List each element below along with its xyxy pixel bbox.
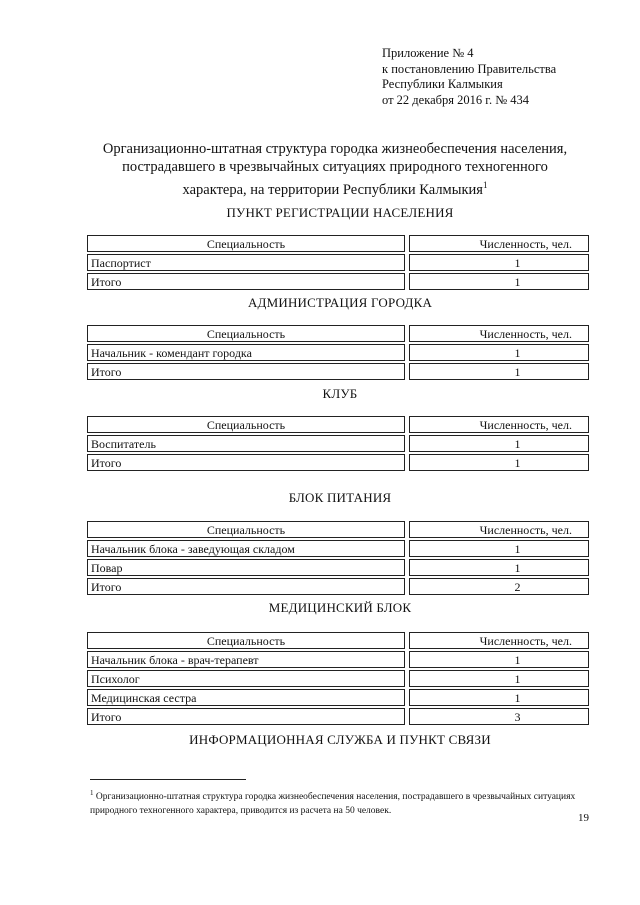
cell-specialty: Начальник блока - врач-терапевт <box>87 651 405 668</box>
cell-specialty: Итого <box>87 708 405 725</box>
cell-count: 1 <box>409 254 589 271</box>
section-title-administration: АДМИНИСТРАЦИЯ ГОРОДКА <box>247 295 433 310</box>
table-row <box>87 670 589 687</box>
table-row <box>87 689 589 706</box>
footnote <box>90 786 595 818</box>
table-header-row <box>87 325 589 342</box>
table-row-total <box>87 454 589 471</box>
table-medical-block <box>87 630 589 727</box>
table-header-row <box>87 632 589 649</box>
appendix-line-2: к постановлению Правительства <box>382 61 557 76</box>
footnote-text: Организационно-штатная структура городка жизнеобеспечения населения, пострадавшего в чрезвычайных ситуациях природного техногенного характера, приводится из расчета на 50 человек. <box>90 792 576 817</box>
cell-specialty: Паспортист <box>87 254 405 271</box>
header-count: Численность, чел. <box>409 416 589 433</box>
header-specialty: Специальность <box>87 416 405 433</box>
table-row <box>87 344 589 361</box>
cell-count: 1 <box>409 559 589 576</box>
table-row-total <box>87 578 589 595</box>
document-title <box>70 140 600 199</box>
cell-specialty: Психолог <box>87 670 405 687</box>
header-specialty: Специальность <box>87 325 405 342</box>
header-count: Численность, чел. <box>409 632 589 649</box>
cell-count: 1 <box>409 540 589 557</box>
appendix-line-1: Приложение № 4 <box>382 46 474 60</box>
table-row <box>87 559 589 576</box>
cell-specialty: Итого <box>87 578 405 595</box>
title-footnote-mark: 1 <box>482 180 488 190</box>
header-count: Численность, чел. <box>409 325 589 342</box>
footnote-divider <box>90 779 246 780</box>
table-header-row <box>87 235 589 252</box>
header-count: Численность, чел. <box>409 521 589 538</box>
section-title-food-block: БЛОК ПИТАНИЯ <box>288 490 392 505</box>
cell-specialty: Повар <box>87 559 405 576</box>
cell-count: 1 <box>409 454 589 471</box>
table-registration <box>87 233 589 292</box>
section-title-information-service: ИНФОРМАЦИОННАЯ СЛУЖБА И ПУНКТ СВЯЗИ <box>189 732 491 747</box>
cell-specialty: Начальник - комендант городка <box>87 344 405 361</box>
cell-count: 1 <box>409 344 589 361</box>
table-row-total <box>87 363 589 380</box>
cell-count: 1 <box>409 651 589 668</box>
header-specialty: Специальность <box>87 632 405 649</box>
table-row <box>87 651 589 668</box>
header-count: Численность, чел. <box>409 235 589 252</box>
table-row-total <box>87 273 589 290</box>
table-header-row <box>87 521 589 538</box>
cell-specialty: Итого <box>87 363 405 380</box>
section-title-registration: ПУНКТ РЕГИСТРАЦИИ НАСЕЛЕНИЯ <box>226 205 454 220</box>
table-food-block <box>87 519 589 597</box>
cell-count: 3 <box>409 708 589 725</box>
footnote-mark: 1 <box>90 789 94 797</box>
table-club <box>87 414 589 473</box>
table-row <box>87 254 589 271</box>
cell-count: 1 <box>409 273 589 290</box>
header-specialty: Специальность <box>87 235 405 252</box>
page-number: 19 <box>578 812 589 824</box>
title-line-2: пострадавшего в чрезвычайных ситуациях природного техногенного <box>122 159 548 175</box>
appendix-line-4: от 22 декабря 2016 г. № 434 <box>382 92 530 107</box>
title-line-1: Организационно-штатная структура городка жизнеобеспечения населения, <box>102 141 568 157</box>
appendix-header <box>382 46 556 108</box>
cell-count: 1 <box>409 670 589 687</box>
header-specialty: Специальность <box>87 521 405 538</box>
appendix-line-3: Республики Калмыкия <box>382 77 503 91</box>
cell-count: 2 <box>409 578 589 595</box>
cell-specialty: Итого <box>87 454 405 471</box>
table-row <box>87 435 589 452</box>
cell-specialty: Итого <box>87 273 405 290</box>
table-row-total <box>87 708 589 725</box>
section-title-club: КЛУБ <box>322 386 358 401</box>
cell-specialty: Начальник блока - заведующая складом <box>87 540 405 557</box>
cell-count: 1 <box>409 363 589 380</box>
title-line-3 <box>70 176 600 199</box>
section-title-medical-block: МЕДИЦИНСКИЙ БЛОК <box>268 600 412 615</box>
cell-specialty: Воспитатель <box>87 435 405 452</box>
table-header-row <box>87 416 589 433</box>
cell-count: 1 <box>409 689 589 706</box>
table-administration <box>87 323 589 382</box>
title-line-3-text: характера, на территории Республики Калмыкия <box>182 181 483 198</box>
cell-count: 1 <box>409 435 589 452</box>
cell-specialty: Медицинская сестра <box>87 689 405 706</box>
table-row <box>87 540 589 557</box>
